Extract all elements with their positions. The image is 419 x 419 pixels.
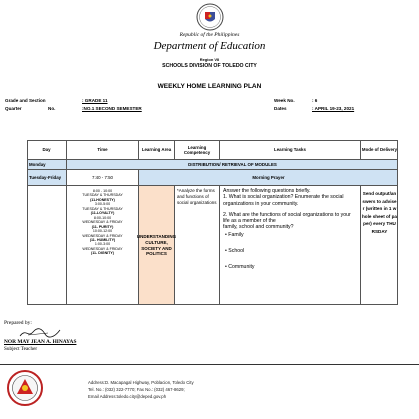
- task-question-2: 2. What are the functions of social organizations to your life as a member of the: [223, 211, 351, 225]
- bullet-family: Family: [228, 231, 244, 238]
- week-label: Week No.: [274, 98, 295, 103]
- bullet-icon: •: [225, 264, 227, 271]
- schedule-section: (11- DIGNITY): [91, 251, 114, 256]
- division-logo-icon: [7, 370, 43, 406]
- monday-day: Monday: [27, 160, 67, 170]
- division-text: SCHOOLS DIVISION OF TOLEDO CITY: [162, 63, 257, 69]
- col-header-day: Day: [27, 140, 67, 160]
- prepared-by-label: Prepared by:: [4, 320, 32, 326]
- tuesday-friday-day: Tuesday-Friday: [27, 170, 67, 186]
- tf-time: 7:40 - 7:50: [67, 170, 139, 186]
- schedule-section: (11-HONESTY): [90, 197, 115, 202]
- schedule-days: TUESDAY & THURSDAY: [82, 193, 123, 198]
- learning-area-cell: UNDERSTANDING CULTURE, SOCIETY AND POLITICS: [139, 186, 175, 305]
- footer-divider: [0, 364, 419, 365]
- signature-icon: [18, 326, 62, 340]
- schedule-time: 8:00-10:00: [93, 215, 112, 220]
- bullet-icon: •: [225, 248, 227, 255]
- teacher-role: Subject Teacher: [4, 346, 38, 352]
- deped-seal-icon: [196, 3, 224, 31]
- schedule-time: 10:00-12:00: [92, 229, 113, 234]
- col-header-competency: Learning Competency: [175, 140, 220, 160]
- email-text: Email Address:toledo.city@deped.gov.ph: [88, 394, 167, 399]
- col-header-mode: Mode of Delivery: [361, 140, 398, 160]
- competency-cell: *Analyze the forms and functions of social organizations: [175, 186, 220, 305]
- plan-title: WEEKLY HOME LEARNING PLAN: [157, 83, 262, 90]
- telephone-text: Tel. No.: (032) 322-7770; Fax No.: (032) 467-8629;: [88, 387, 185, 392]
- monday-activity: DISTRIBUTION/ RETRIEVAL OF MODULES: [67, 160, 398, 170]
- table-border: [27, 140, 398, 305]
- bullet-community: Community: [228, 264, 255, 271]
- schedule-days: WEDNESDAY & FRIDAY: [82, 220, 123, 225]
- mode-of-delivery-cell: Send output/answers to adviser (written in 1 whole sheet of paper) every THURSDAY: [362, 191, 397, 234]
- department-name: Department of Education: [153, 40, 266, 52]
- quarter-value: :NO.1 SECOND SEMESTER: [82, 106, 142, 111]
- bullet-school: School: [228, 248, 245, 255]
- bullet-icon: •: [225, 231, 227, 238]
- dates-value: : APRIL 19-23, 2021: [312, 106, 355, 111]
- dates-label: Dates: [274, 106, 287, 111]
- schedule-days: WEDNESDAY & FRIDAY: [82, 233, 123, 238]
- schedule-time: 1:00-3:00: [94, 242, 111, 247]
- schedule-time: 8:00 - 10:00: [92, 189, 113, 193]
- grade-label: Grade and Section: [5, 98, 46, 103]
- schedule-section: (11-LOYALTY): [90, 211, 115, 216]
- schedule-days: WEDNESDAY & FRIDAY: [82, 246, 123, 251]
- schedule-section: (11- HUMILITY): [89, 237, 116, 242]
- grade-value: : GRADE 11: [82, 98, 108, 103]
- republic-text: Republic of the Philippines: [179, 32, 240, 38]
- schedule-days: TUESDAY & THURSDAY: [82, 206, 123, 211]
- col-header-time: Time: [67, 140, 139, 160]
- week-value: : 6: [312, 98, 318, 103]
- tf-activity: Morning Prayer: [139, 170, 398, 186]
- quarter-label: Quarter: [5, 106, 22, 111]
- task-question-1: 1. What is social organization? Enumerate the social organizations in your community.: [223, 194, 344, 207]
- teacher-name: NOR MAY JEAN A. HINAYAS: [4, 339, 77, 345]
- learning-plan-table: [27, 140, 398, 305]
- address-text: Address:D. Macapagal Highway, Poblacion, Toledo City: [88, 380, 194, 385]
- tasks-intro: Answer the following questions briefly.: [223, 188, 311, 194]
- quarter-no: No.: [48, 106, 56, 111]
- col-header-area: Learning Area: [139, 140, 175, 160]
- col-header-tasks: Learning Tasks: [220, 140, 361, 160]
- schedule-section: (11- PURITY): [91, 224, 114, 229]
- task-question-2-cont: family, school and community?: [223, 224, 294, 231]
- region-text: Region VII: [199, 57, 220, 62]
- schedule-time: 3:00-5:00: [94, 202, 111, 207]
